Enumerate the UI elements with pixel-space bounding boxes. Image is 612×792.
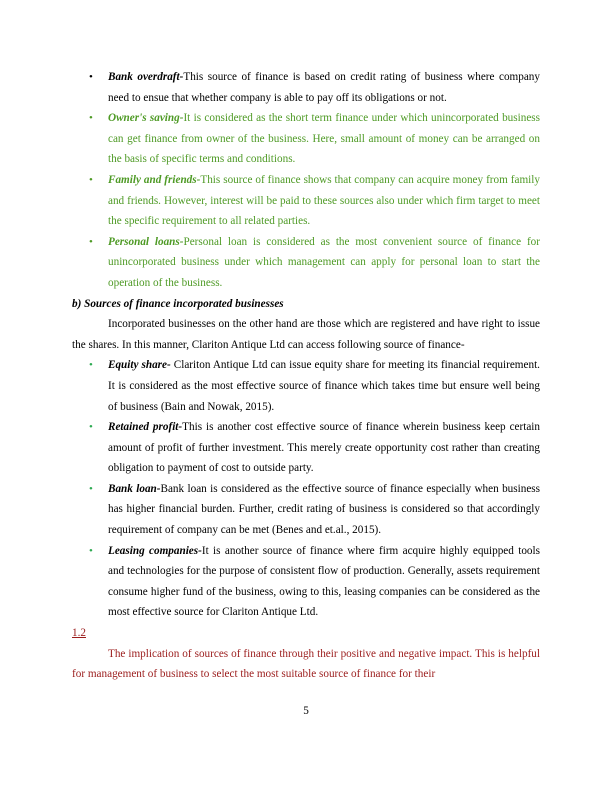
bullet-text: This source of finance is based on credit rating of business where company need to ensue that whether company is able to pay off its obligations or not. [108,71,540,104]
bullet-term: Bank overdraft- [108,71,184,83]
list-item [72,108,540,170]
bullet-marker: • [89,359,93,372]
bullet-text: It is considered as the short term finance under which unincorporated business can get finance from owner of the business. Here, small amount of money can be arranged on the basis of specific terms and conditions. [108,112,540,166]
page-content [72,67,540,685]
bullet-text: Clariton Antique Ltd can issue equity share for meeting its financial requirement. It is considered as the most effective source of finance which takes time but ensure well being of business (Bain and Nowak, 2015). [108,359,540,413]
bullet-marker: • [89,235,93,248]
bullet-marker: • [89,112,93,125]
unincorporated-sources-list [72,67,540,294]
list-item [72,355,540,417]
bullet-marker: • [89,173,93,186]
bullet-term: Retained profit- [108,421,183,434]
bullet-text: Bank loan is considered as the effective source of finance especially when business has higher financial burden. Further, credit rating of business is considered so that accordingly requirement of company can be met (Benes and et.al., 2015). [108,482,540,537]
bullet-marker: • [89,544,93,557]
bullet-term: Leasing companies- [108,544,202,557]
bullet-marker: • [89,482,93,495]
list-item [72,417,540,479]
bullet-marker: • [89,71,93,83]
bullet-term: Personal loans- [108,235,184,248]
section-intro-paragraph: Incorporated businesses on the other hand are those which are registered and have right to issue the shares. In this manner, Clariton Antique Ltd can access following source of finance- [72,318,540,351]
list-item [72,479,540,541]
incorporated-sources-list [72,355,540,623]
bullet-text: It is another source of finance where firm acquire highly equipped tools and technologies for the purpose of consistent flow of production. Generally, assets requirement consume higher fund of the business, owing to this, leasing companies can be considered as the most effective source for Clariton Antique Ltd. [108,544,540,619]
section-number-link[interactable]: 1.2 [72,627,86,640]
bullet-term: Bank loan- [108,482,161,495]
bullet-marker: • [89,421,93,434]
list-item [72,541,540,623]
section-paragraph: The implication of sources of finance through their positive and negative impact. This is helpful for management of business to select the most suitable source of finance for their [72,647,540,681]
bullet-text: Personal loan is considered as the most convenient source of finance for unincorporated business under which management can apply for personal loan to start the operation of the business. [108,235,540,289]
section-heading: b) Sources of finance incorporated businesses [72,297,284,310]
bullet-term: Equity share- [108,359,171,372]
page-number: 5 [303,705,309,717]
bullet-text: This is another cost effective source of finance wherein business keep certain amount of profit of further investment. This merely create opportunity cost rather than creating obligation to payment of cost to outside party. [108,421,540,475]
bullet-term: Owner's saving- [108,112,184,125]
list-item [72,67,540,108]
list-item [72,170,540,232]
bullet-text: This source of finance shows that company can acquire money from family and friends. However, interest will be paid to these sources also under which firm target to meet the specific requirement to all related parties. [108,173,540,228]
bullet-term: Family and friends- [108,173,201,186]
list-item [72,232,540,294]
